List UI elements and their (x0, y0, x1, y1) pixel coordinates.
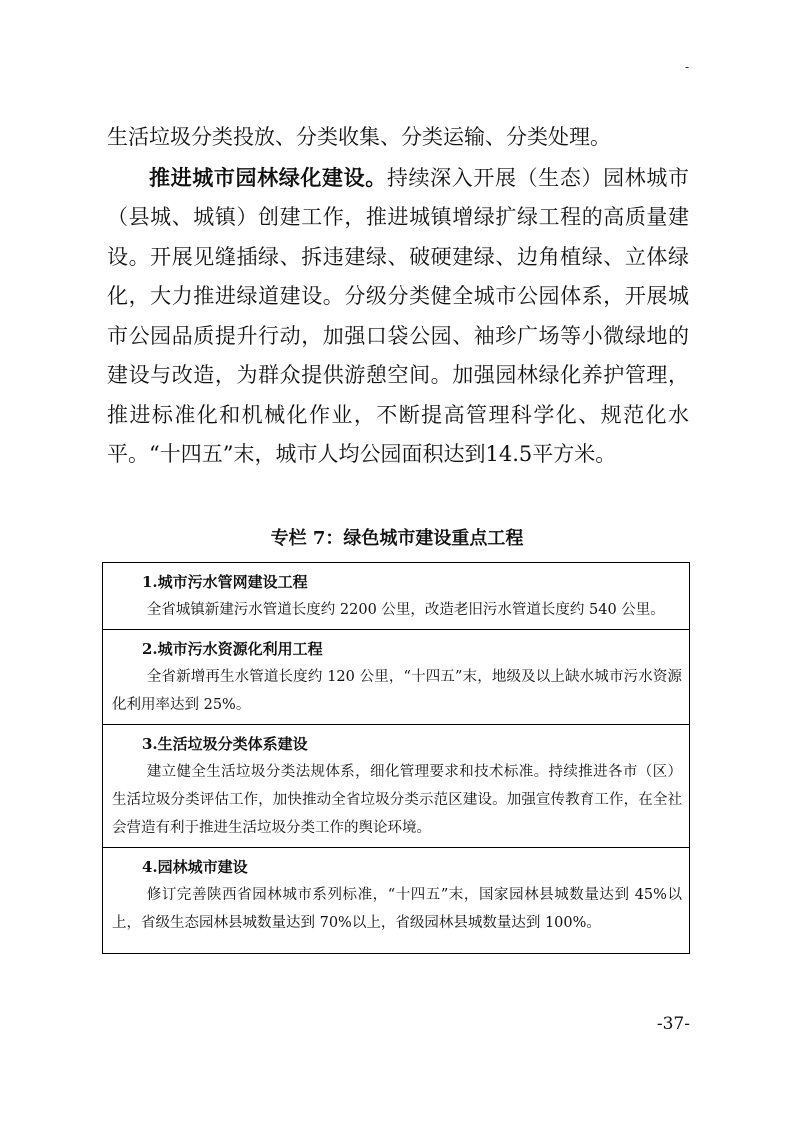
body-text (107, 118, 689, 475)
top-mark: - (685, 60, 690, 74)
section-heading: 4.园林城市建设 (142, 858, 248, 876)
section-heading: 1.城市污水管网建设工程 (142, 573, 308, 591)
page-number: -37- (656, 1014, 690, 1034)
project-section-4 (103, 848, 689, 953)
paragraph-2 (107, 158, 689, 475)
box-title: 专栏 7：绿色城市建设重点工程 (270, 528, 524, 549)
section-heading: 2.城市污水资源化利用工程 (142, 640, 323, 658)
paragraph-1-text: 生活垃圾分类投放、分类收集、分类运输、分类处理。 (107, 125, 611, 149)
section-body: 修订完善陕西省园林城市系列标准，“十四五”末，国家园林县城数量达到 45%以上，省级生态园林县城数量达到 70%以上，省级园林县城数量达到 100%。 (112, 887, 682, 931)
project-section-2 (103, 630, 689, 725)
section-body: 全省新增再生水管道长度约 120 公里，“十四五”末，地级及以上缺水城市污水资源化利用率达到 25%。 (112, 669, 682, 713)
paragraph-2-lead: 推进城市园林绿化建设。 (149, 164, 387, 190)
project-section-3 (103, 725, 689, 848)
project-section-1 (103, 563, 689, 630)
section-body: 全省城镇新建污水管道长度约 2200 公里，改造老旧污水管道长度约 540 公里。 (146, 602, 665, 618)
paragraph-2-text: 持续深入开展（生态）园林城市（县城、城镇）创建工作，推进城镇增绿扩绿工程的高质量建设。开展见缝插绿、拆违建绿、破硬建绿、边角植绿、立体绿化，大力推进绿道建设。分级分类健全城市公园体系，开展城市公园品质提升行动，加强口袋公园、袖珍广场等小微绿地的建设与改造，为群众提供游憩空间。加强园林绿化养护管理，推进标准化和机械化作业，不断提高管理科学化、规范化水平。“十四五”末，城市人均公园面积达到14.5平方米。 (107, 165, 689, 466)
paragraph-1 (107, 118, 689, 158)
section-body: 建立健全生活垃圾分类法规体系，细化管理要求和技术标准。持续推进各市（区）生活垃圾分类评估工作，加快推动全省垃圾分类示范区建设。加强宣传教育工作，在全社会营造有利于推进生活垃圾分类工作的舆论环境。 (112, 764, 682, 836)
project-box (102, 562, 690, 954)
section-heading: 3.生活垃圾分类体系建设 (142, 735, 308, 753)
